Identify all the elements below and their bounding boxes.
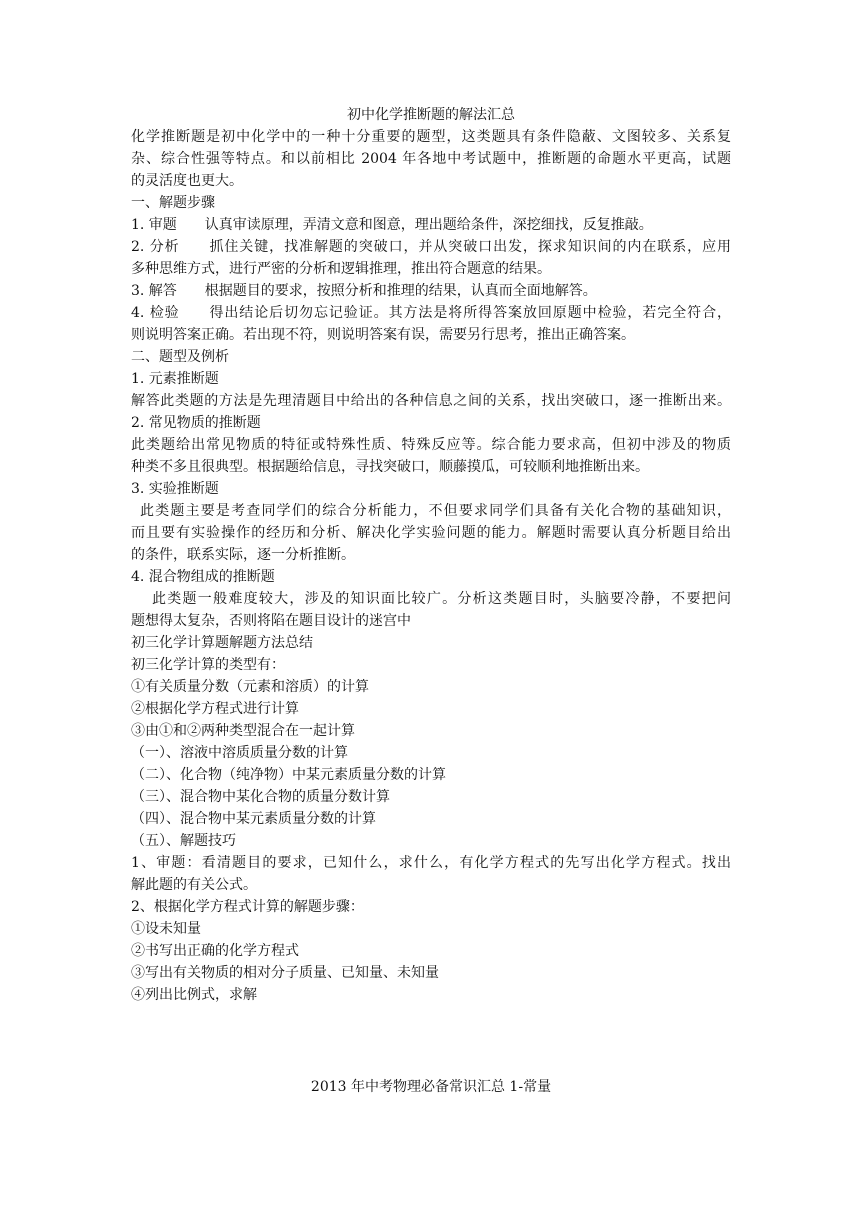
subsection-heading: 2. 常见物质的推断题 bbox=[131, 415, 261, 431]
section-heading: 初三化学计算题解题方法总结 bbox=[131, 635, 313, 651]
next-document-title: 2013 年中考物理必备常识汇总 1-常量 bbox=[310, 1079, 552, 1095]
paragraph-line: 此类题给出常见物质的特征或特殊性质、特殊反应等。综合能力要求高，但初中涉及的物质 bbox=[131, 437, 731, 453]
paragraph-line: 此类题主要是考查同学们的综合分析能力，不但要求同学们具备有关化合物的基础知识， bbox=[140, 503, 731, 519]
list-item: （二）、化合物（纯净物）中某元素质量分数的计算 bbox=[131, 767, 446, 783]
paragraph-line: 2. 分析 抓住关键，找准解题的突破口，并从突破口出发，探求知识间的内在联系，应用 bbox=[131, 239, 731, 255]
document-body bbox=[131, 104, 731, 1006]
paragraph-line: 种类不多且很典型。根据题给信息，寻找突破口，顺藤摸瓜，可较顺利地推断出来。 bbox=[131, 459, 649, 475]
paragraph-line: 初三化学计算的类型有： bbox=[131, 657, 285, 673]
paragraph-line: 4. 检验 得出结论后切勿忘记验证。其方法是将所得答案放回原题中检验，若完全符合， bbox=[131, 305, 731, 321]
paragraph-line: 则说明答案正确。若出现不符，则说明答案有误，需要另行思考，推出正确答案。 bbox=[131, 327, 635, 343]
paragraph-line: 此类题一般难度较大，涉及的知识面比较广。分析这类题目时，头脑要冷静，不要把问 bbox=[152, 591, 731, 607]
paragraph-line: 2、根据化学方程式计算的解题步骤： bbox=[131, 899, 364, 915]
list-item: ①设未知量 bbox=[131, 921, 201, 937]
subsection-heading: 1. 元素推断题 bbox=[131, 371, 219, 387]
list-item: （四）、混合物中某元素质量分数的计算 bbox=[131, 811, 376, 827]
list-item: ③写出有关物质的相对分子质量、已知量、未知量 bbox=[131, 965, 439, 981]
paragraph-line: 1、审题：看清题目的要求，已知什么，求什么，有化学方程式的先写出化学方程式。找出 bbox=[131, 855, 731, 871]
paragraph-line: 而且要有实验操作的经历和分析、解决化学实验问题的能力。解题时需要认真分析题目给出 bbox=[131, 525, 731, 541]
list-item: （一）、溶液中溶质质量分数的计算 bbox=[131, 745, 348, 761]
paragraph-line: 化学推断题是初中化学中的一种十分重要的题型，这类题具有条件隐蔽、文图较多、关系复 bbox=[131, 129, 731, 145]
list-item: （五）、解题技巧 bbox=[131, 833, 236, 849]
subsection-heading: 4. 混合物组成的推断题 bbox=[131, 569, 275, 585]
list-item: （三）、混合物中某化合物的质量分数计算 bbox=[131, 789, 390, 805]
subsection-heading: 3. 实验推断题 bbox=[131, 481, 219, 497]
list-item: ②根据化学方程式进行计算 bbox=[131, 701, 299, 717]
paragraph-line: 1. 审题 认真审读原理，弄清文意和图意，理出题给条件，深挖细找，反复推敲。 bbox=[131, 217, 653, 233]
document-title: 初中化学推断题的解法汇总 bbox=[347, 107, 515, 123]
list-item: ④列出比例式，求解 bbox=[131, 987, 257, 1003]
paragraph-line: 3. 解答 根据题目的要求，按照分析和推理的结果，认真而全面地解答。 bbox=[131, 283, 597, 299]
section-heading: 一、解题步骤 bbox=[131, 195, 215, 211]
paragraph-line: 多种思维方式，进行严密的分析和逻辑推理，推出符合题意的结果。 bbox=[131, 261, 551, 277]
paragraph-line: 题想得太复杂，否则将陷在题目设计的迷宫中 bbox=[131, 613, 411, 629]
list-item: ①有关质量分数（元素和溶质）的计算 bbox=[131, 679, 369, 695]
paragraph-line: 的灵活度也更大。 bbox=[131, 173, 243, 189]
paragraph-line: 解此题的有关公式。 bbox=[131, 877, 257, 893]
paragraph-line: 解答此类题的方法是先理清题目中给出的各种信息之间的关系，找出突破口，逐一推断出来。 bbox=[131, 393, 731, 409]
section-heading: 二、题型及例析 bbox=[131, 349, 229, 365]
paragraph-line: 杂、综合性强等特点。和以前相比 2004 年各地中考试题中，推断题的命题水平更高，试题 bbox=[131, 151, 731, 167]
list-item: ②书写出正确的化学方程式 bbox=[131, 943, 299, 959]
list-item: ③由①和②两种类型混合在一起计算 bbox=[131, 723, 355, 739]
paragraph-line: 的条件，联系实际，逐一分析推断。 bbox=[131, 547, 355, 563]
